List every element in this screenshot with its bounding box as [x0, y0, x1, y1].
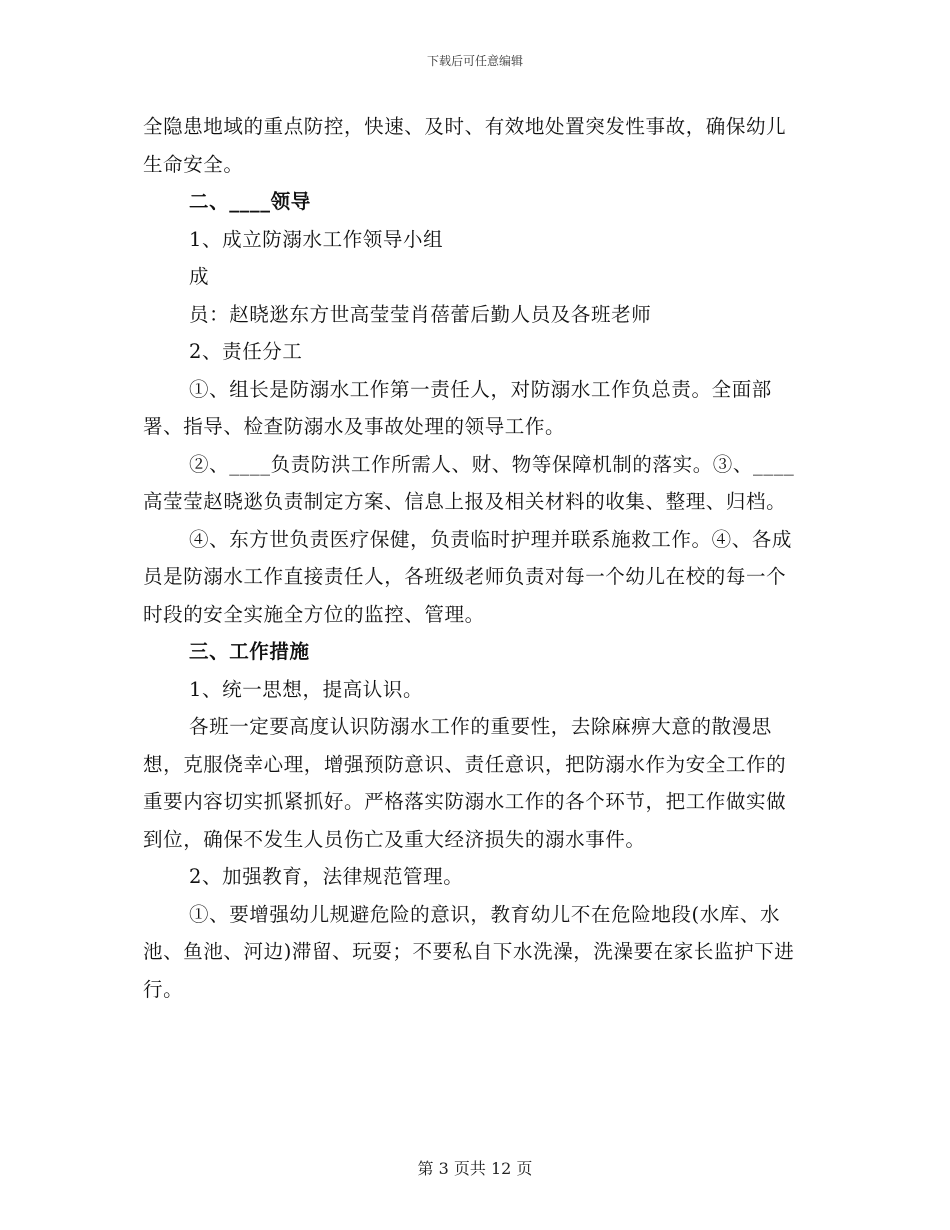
- paragraph-education-1: ①、要增强幼儿规避危险的意识，教育幼儿不在危险地段(水库、水池、鱼池、河边)滞留、玩耍；不要私自下水洗澡，洗澡要在家长监护下进行。: [143, 902, 795, 1001]
- subheading-education: 2、加强教育，法律规范管理。: [189, 865, 464, 888]
- paragraph-intro-continuation: 全隐患地域的重点防控，快速、及时、有效地处置突发性事故，确保幼儿生命安全。: [143, 115, 787, 176]
- section-heading-leadership: 二、____领导: [189, 190, 311, 213]
- paragraph-members-prefix: 成: [189, 265, 210, 288]
- paragraph-duty-1: ①、组长是防溺水工作第一责任人，对防溺水工作负总责。全面部署、指导、检查防溺水及事故处理的领导工作。: [143, 377, 772, 438]
- page-header: 下载后可任意编辑: [426, 54, 523, 68]
- page-number-footer: 第 3 页共 12 页: [417, 1159, 533, 1178]
- section-heading-measures: 三、工作措施: [189, 640, 310, 663]
- subheading-leading-group: 1、成立防溺水工作领导小组: [189, 227, 444, 251]
- subheading-unify-thinking: 1、统一思想，提高认识。: [189, 677, 424, 701]
- paragraph-duty-4: ④、东方世负责医疗保健，负责临时护理并联系施救工作。④、各成员是防溺水工作直接责任人，各班级老师负责对每一个幼儿在校的每一个时段的安全实施全方位的监控、管理。: [143, 527, 793, 626]
- subheading-responsibility: 2、责任分工: [189, 340, 303, 363]
- paragraph-members-list: 员：赵晓逖东方世高莹莹肖蓓蕾后勤人员及各班老师: [189, 302, 652, 326]
- paragraph-awareness: 各班一定要高度认识防溺水工作的重要性，去除麻痹大意的散漫思想，克服侥幸心理，增强预防意识、责任意识，把防溺水作为安全工作的重要内容切实抓紧抓好。严格落实防溺水工作的各个环节，把工作做实做到位，确保不发生人员伤亡及重大经济损失的溺水事件。: [143, 715, 787, 851]
- paragraph-duty-2-3: ②、____负责防洪工作所需人、财、物等保障机制的落实。③、____高莹莹赵晓逖负责制定方案、信息上报及相关材料的收集、整理、归档。: [143, 452, 795, 513]
- document-body: [143, 108, 803, 1008]
